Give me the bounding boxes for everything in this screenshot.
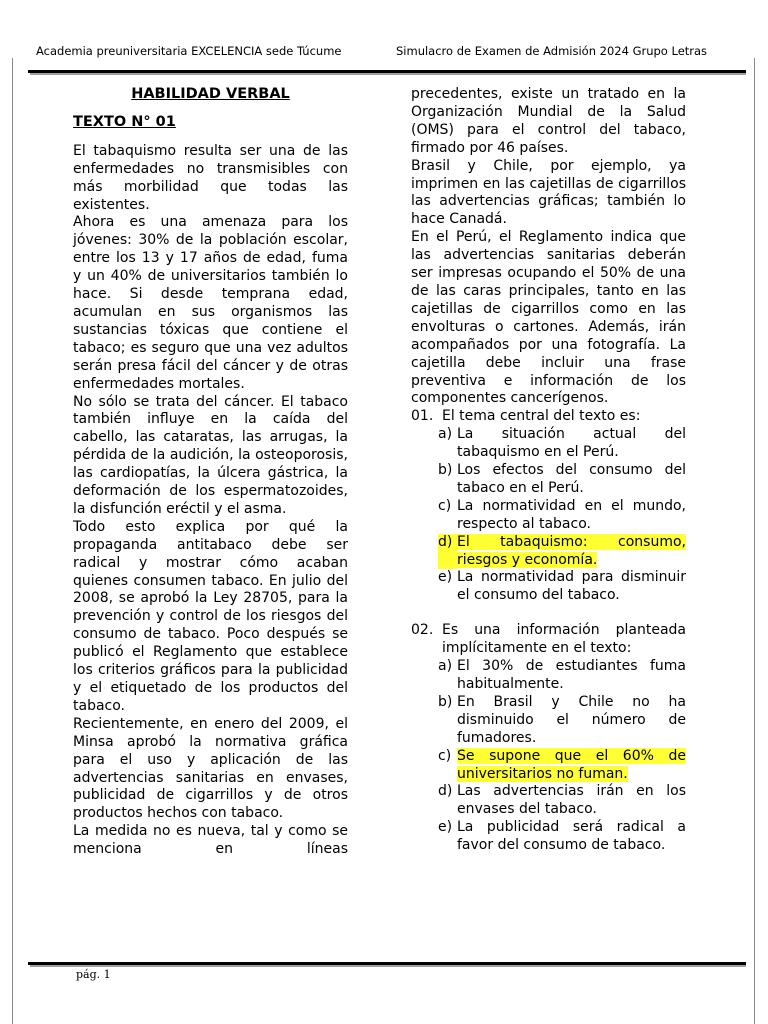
passage-paragraph-5: Recientemente, en enero del 2009, el Minsa aprobó la normativa gráfica para el uso y aplicación de las advertencias sanitarias en envases, publicidad de cigarrillos y de otros productos hechos con tabaco.: [73, 715, 348, 822]
highlighted-answer: Se supone que el 60% de universitarios no fuman.: [457, 747, 686, 782]
option-text: [457, 748, 686, 784]
header-rule-shadow: [30, 73, 746, 75]
option-letter: e): [438, 569, 453, 586]
question-1-option-b[interactable]: [438, 462, 686, 498]
question-1-stem: El tema central del texto es:: [442, 408, 641, 425]
passage-paragraph-7: Brasil y Chile, por ejemplo, ya imprimen en las cajetillas de cigarrillos las advertencias gráficas; también lo hace Canadá.: [411, 157, 686, 228]
left-column: [73, 86, 348, 859]
question-2-option-c[interactable]: [438, 748, 686, 784]
question-2: [411, 622, 686, 658]
question-2-option-a[interactable]: [438, 658, 686, 694]
option-letter: a): [438, 426, 453, 443]
passage-paragraph-2: Ahora es una amenaza para los jóvenes: 30% de la población escolar, entre los 13 y 17 años de edad, fuma y un 40% de universitarios también lo hace. Si desde temprana edad, acumulan en sus organismos las sustancias tóxicas que contiene el tabaco; es seguro que una vez adultos serán presa fácil del cáncer y de otras enfermedades mortales.: [73, 214, 348, 392]
page-border-left: [12, 58, 13, 1024]
option-text: El 30% de estudiantes fuma habitualmente.: [457, 658, 686, 692]
page-border-right: [754, 58, 755, 1024]
passage-paragraph-3: No sólo se trata del cáncer. El tabaco también influye en la caída del cabello, las cataratas, las arrugas, la pérdida de la audición, la osteoporosis, las cardiopatías, la úlcera gástrica, la deformación de los espermatozoides, la disfunción eréctil y el asma.: [73, 393, 348, 517]
page-number: pág. 1: [76, 968, 111, 981]
question-1-number: 01.: [411, 408, 434, 425]
footer-rule-shadow: [30, 965, 746, 967]
question-2-number: 02.: [411, 622, 434, 639]
option-letter: d): [438, 534, 457, 570]
option-text: [457, 534, 686, 570]
question-2-stem: Es una información planteada implícitamente en el texto:: [442, 622, 686, 657]
question-2-option-b[interactable]: [438, 694, 686, 748]
passage-paragraph-4: Todo esto explica por qué la propaganda antitabaco debe ser radical y mostrar cómo acaban quienes consumen tabaco. En julio del 2008, se aprobó la Ley 28705, para la prevención y control de los riesgos del consumo de tabaco. Poco después se publicó el Reglamento que establece los criterios gráficos para la publicidad y el etiquetado de los productos del tabaco.: [73, 518, 348, 714]
option-text: Las advertencias irán en los envases del tabaco.: [457, 783, 686, 818]
option-letter: d): [438, 783, 453, 800]
option-text: La normatividad para disminuir el consumo del tabaco.: [457, 569, 686, 604]
question-1-option-c[interactable]: [438, 498, 686, 534]
highlighted-answer: El tabaquismo: consumo, riesgos y economía.: [457, 533, 686, 568]
option-letter: b): [438, 462, 453, 479]
option-text: La publicidad será radical a favor del consumo de tabaco.: [457, 819, 686, 854]
question-2-option-d[interactable]: [438, 783, 686, 819]
question-1-option-e[interactable]: [438, 569, 686, 605]
passage-paragraph-8: En el Perú, el Reglamento indica que las advertencias sanitarias deberán ser impresas ocupando el 50% de una de las caras principales, tanto en las cajetillas de cigarrillos como en las envolturas o cartones. Además, irán acompañados por una fotografía. La cajetilla debe incluir una frase preventiva e información de los componentes cancerígenos.: [411, 229, 686, 407]
passage-paragraph-6-end: precedentes, existe un tratado en la Organización Mundial de la Salud (OMS) para el control del tabaco, firmado por 46 países.: [411, 86, 686, 156]
option-letter: e): [438, 819, 453, 836]
option-letter: c): [438, 747, 452, 764]
question-1-option-d[interactable]: [438, 534, 686, 570]
option-letter: c): [438, 497, 452, 514]
option-text: La normatividad en el mundo, respecto al tabaco.: [457, 497, 686, 532]
passage-paragraph-6-start: La medida no es nueva, tal y como se menciona en líneas: [73, 823, 348, 858]
option-letter: b): [438, 693, 453, 710]
text-title: TEXTO N° 01: [73, 113, 176, 130]
option-text: La situación actual del tabaquismo en el Perú.: [457, 426, 686, 461]
question-1: [411, 408, 686, 426]
right-column: [411, 86, 686, 855]
question-1-option-a[interactable]: [438, 426, 686, 462]
header-exam-title: Simulacro de Examen de Admisión 2024 Grupo Letras: [396, 44, 708, 58]
passage-paragraph-1: El tabaquismo resulta ser una de las enfermedades no transmisibles con más morbilidad que todas las existentes.: [73, 142, 348, 213]
option-text: Los efectos del consumo del tabaco en el Perú.: [457, 462, 686, 496]
option-letter: a): [438, 658, 453, 675]
section-title: HABILIDAD VERBAL: [131, 86, 290, 102]
header-academy: Academia preuniversitaria EXCELENCIA sede Túcume: [36, 44, 342, 58]
question-2-option-e[interactable]: [438, 819, 686, 855]
option-text: En Brasil y Chile no ha disminuido el número de fumadores.: [457, 693, 686, 746]
